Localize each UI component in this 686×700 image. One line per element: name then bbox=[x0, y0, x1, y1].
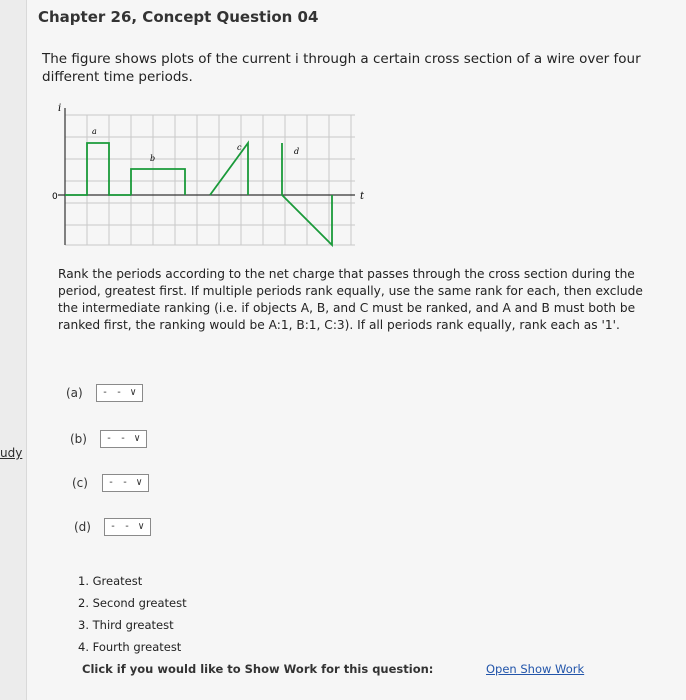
legend-item: 1. Greatest bbox=[78, 574, 143, 588]
question-label-c: (c) bbox=[72, 476, 88, 490]
ranking-legend bbox=[78, 570, 187, 658]
y-axis-label: i bbox=[58, 103, 62, 114]
legend-item: 4. Fourth greatest bbox=[78, 640, 182, 654]
question-intro: The figure shows plots of the current i through a certain cross section of a wire over four different time periods. bbox=[42, 51, 641, 85]
show-work-prompt: Click if you would like to Show Work for this question: bbox=[82, 662, 434, 676]
period-b-curve bbox=[131, 169, 185, 195]
period-c-curve bbox=[210, 143, 248, 195]
question-label-a: (a) bbox=[66, 386, 83, 400]
period-label-b: b bbox=[150, 154, 156, 163]
period-label-c: c bbox=[237, 143, 242, 152]
period-a-curve bbox=[65, 143, 131, 195]
rank-select-a[interactable]: - - ∨ bbox=[96, 384, 143, 402]
page-title: Chapter 26, Concept Question 04 bbox=[38, 8, 319, 26]
open-show-work-link[interactable]: Open Show Work bbox=[486, 662, 585, 676]
question-row-a bbox=[66, 384, 143, 402]
side-panel bbox=[0, 0, 27, 700]
ranking-instructions: Rank the periods according to the net charge that passes through the cross section during the period, greatest first. If multiple periods rank equally, use the same rank for each, then exclude the intermediate ranking (i.e. if objects A, B, and C must be ranked, and A and B must both be ranked first, the ranking would be A:1, B:1, C:3). If all periods rank equally, rank each as '1'. bbox=[58, 267, 643, 332]
origin-label: 0 bbox=[52, 192, 58, 202]
rank-select-c[interactable]: - - ∨ bbox=[102, 474, 149, 492]
question-label-d: (d) bbox=[74, 520, 91, 534]
rank-select-b[interactable]: - - ∨ bbox=[100, 430, 147, 448]
period-label-a: a bbox=[92, 127, 97, 136]
question-label-b: (b) bbox=[70, 432, 87, 446]
current-plot-figure bbox=[50, 100, 370, 256]
sidebar-study-link[interactable]: udy bbox=[0, 446, 23, 460]
question-row-d bbox=[74, 518, 151, 536]
question-row-c bbox=[72, 474, 149, 492]
question-row-b bbox=[70, 430, 147, 448]
x-axis-label: t bbox=[360, 191, 365, 202]
current-plot-svg bbox=[50, 100, 370, 252]
period-label-d: d bbox=[294, 147, 300, 156]
legend-item: 2. Second greatest bbox=[78, 596, 187, 610]
rank-select-d[interactable]: - - ∨ bbox=[104, 518, 151, 536]
legend-item: 3. Third greatest bbox=[78, 618, 174, 632]
